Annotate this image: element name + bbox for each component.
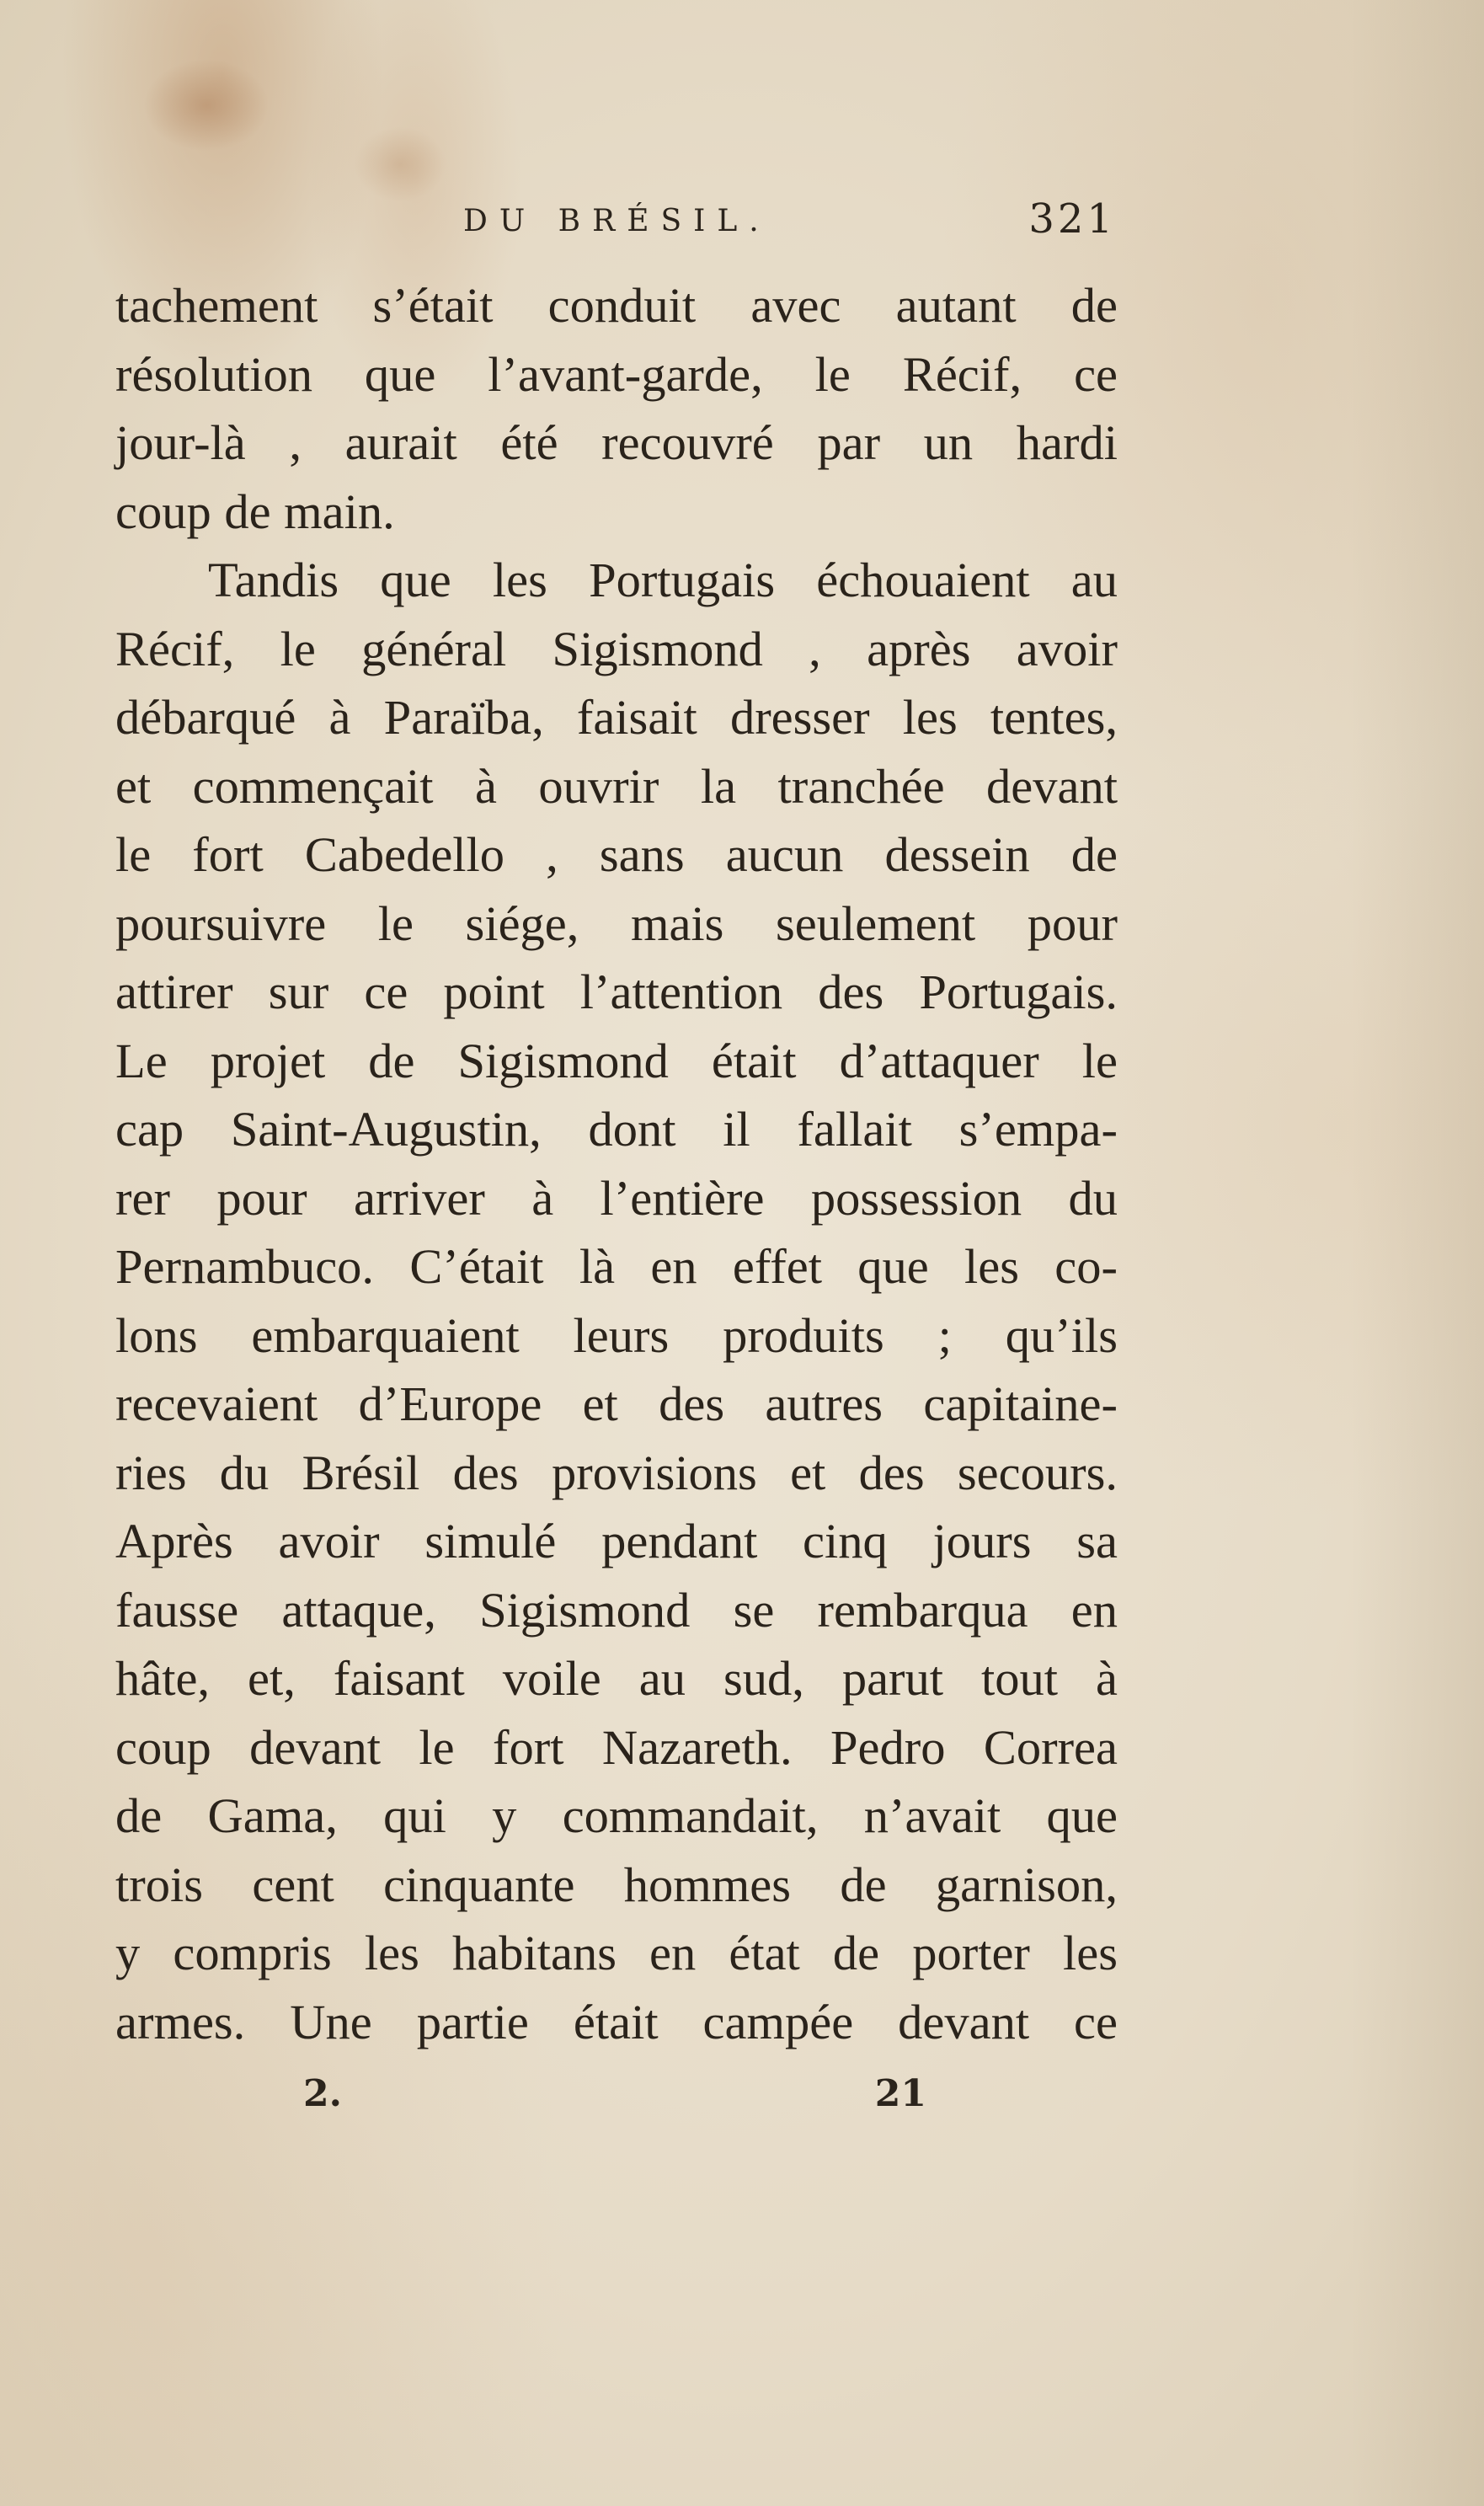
page-number: 321: [1028, 195, 1116, 243]
running-title: DU BRÉSIL.: [463, 204, 771, 238]
text-line: armes. Une partie était campée devant ce: [115, 1994, 1118, 2049]
text-line: rer pour arriver à l’entière possession du: [115, 1170, 1118, 1226]
text-line: coup devant le fort Nazareth. Pedro Correa: [115, 1719, 1118, 1775]
text-line: et commençait à ouvrir la tranchée devant: [115, 758, 1118, 814]
text-line: débarqué à Paraïba, faisait dresser les tentes,: [115, 690, 1118, 745]
text-line: Le projet de Sigismond était d’attaquer le: [115, 1033, 1118, 1088]
page-header: [118, 195, 1116, 254]
text-line: tachement s’était conduit avec autant de: [115, 278, 1118, 333]
text-line: ries du Brésil des provisions et des secours.: [115, 1445, 1118, 1500]
text-line: résolution que l’avant-garde, le Récif, ce: [115, 346, 1118, 402]
text-line: cap Saint-Augustin, dont il fallait s’empa-: [115, 1102, 1118, 1157]
text-line: Après avoir simulé pendant cinq jours sa: [115, 1514, 1118, 1568]
text-line: y compris les habitans en état de porter les: [115, 1926, 1118, 1980]
foxing-stain: [143, 59, 270, 152]
signature-mark-right: 21: [874, 2072, 926, 2115]
signature-mark-left: 2.: [303, 2072, 342, 2115]
text-line: le fort Cabedello , sans aucun dessein de: [115, 827, 1118, 882]
text-line: trois cent cinquante hommes de garnison,: [115, 1857, 1118, 1912]
text-line: poursuivre le siége, mais seulement pour: [115, 895, 1118, 951]
foxing-stain: [354, 126, 446, 202]
text-line: lons embarquaient leurs produits ; qu’ils: [115, 1307, 1118, 1363]
text-line: attirer sur ce point l’attention des Portugais.: [115, 964, 1118, 1019]
body-text: [115, 271, 1118, 2056]
page-footer: [303, 2072, 926, 2123]
text-line: Pernambuco. C’était là en effet que les co-: [115, 1239, 1118, 1294]
text-line: Tandis que les Portugais échouaient au: [208, 553, 1118, 607]
text-line: coup de main.: [115, 484, 395, 539]
text-line: de Gama, qui y commandait, n’avait que: [115, 1788, 1118, 1843]
text-line: fausse attaque, Sigismond se rembarqua en: [115, 1582, 1118, 1638]
text-line: Récif, le général Sigismond , après avoir: [115, 621, 1118, 676]
text-line: recevaient d’Europe et des autres capitaine-: [115, 1376, 1118, 1431]
text-line: hâte, et, faisant voile au sud, parut tout à: [115, 1651, 1118, 1706]
text-line: jour-là , aurait été recouvré par un hardi: [115, 415, 1118, 470]
